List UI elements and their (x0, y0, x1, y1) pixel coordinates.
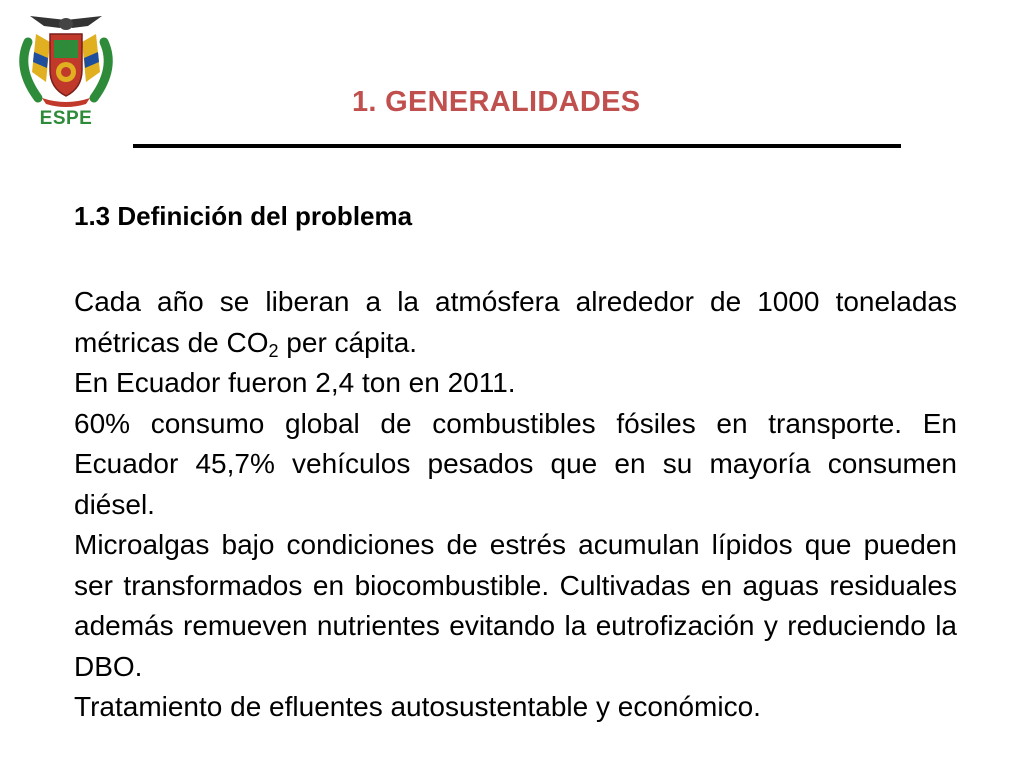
slide-title: 1. GENERALIDADES (352, 86, 641, 118)
body-text (74, 282, 957, 728)
paragraph-fuels: 60% consumo global de combustibles fósiles en transporte. En Ecuador 45,7% vehículos pesados que en su mayoría consumen diésel. (74, 407, 957, 520)
title-divider (133, 144, 901, 148)
section-subtitle: 1.3 Definición del problema (74, 201, 413, 231)
co2-subscript: 2 (268, 340, 279, 361)
paragraph-co2-text: Cada año se liberan a la atmósfera alrededor de 1000 toneladas métricas de CO (74, 286, 957, 358)
paragraph-treatment: Tratamiento de efluentes autosustentable y económico. (74, 691, 761, 722)
logo-caption: ESPE (39, 108, 93, 129)
espe-logo (10, 12, 122, 134)
paragraph-microalgae: Microalgas bajo condiciones de estrés acumulan lípidos que pueden ser transformados en biocombustible. Cultivadas en aguas residuales además remueven nutrientes evitando la eutrofización y reduciendo la DBO. (74, 529, 957, 682)
paragraph-co2 (74, 282, 957, 363)
paragraph-co2-tail: per cápita. (278, 326, 418, 358)
coat-of-arms-icon (10, 12, 122, 108)
paragraph-ecuador: En Ecuador fueron 2,4 ton en 2011. (74, 367, 516, 398)
